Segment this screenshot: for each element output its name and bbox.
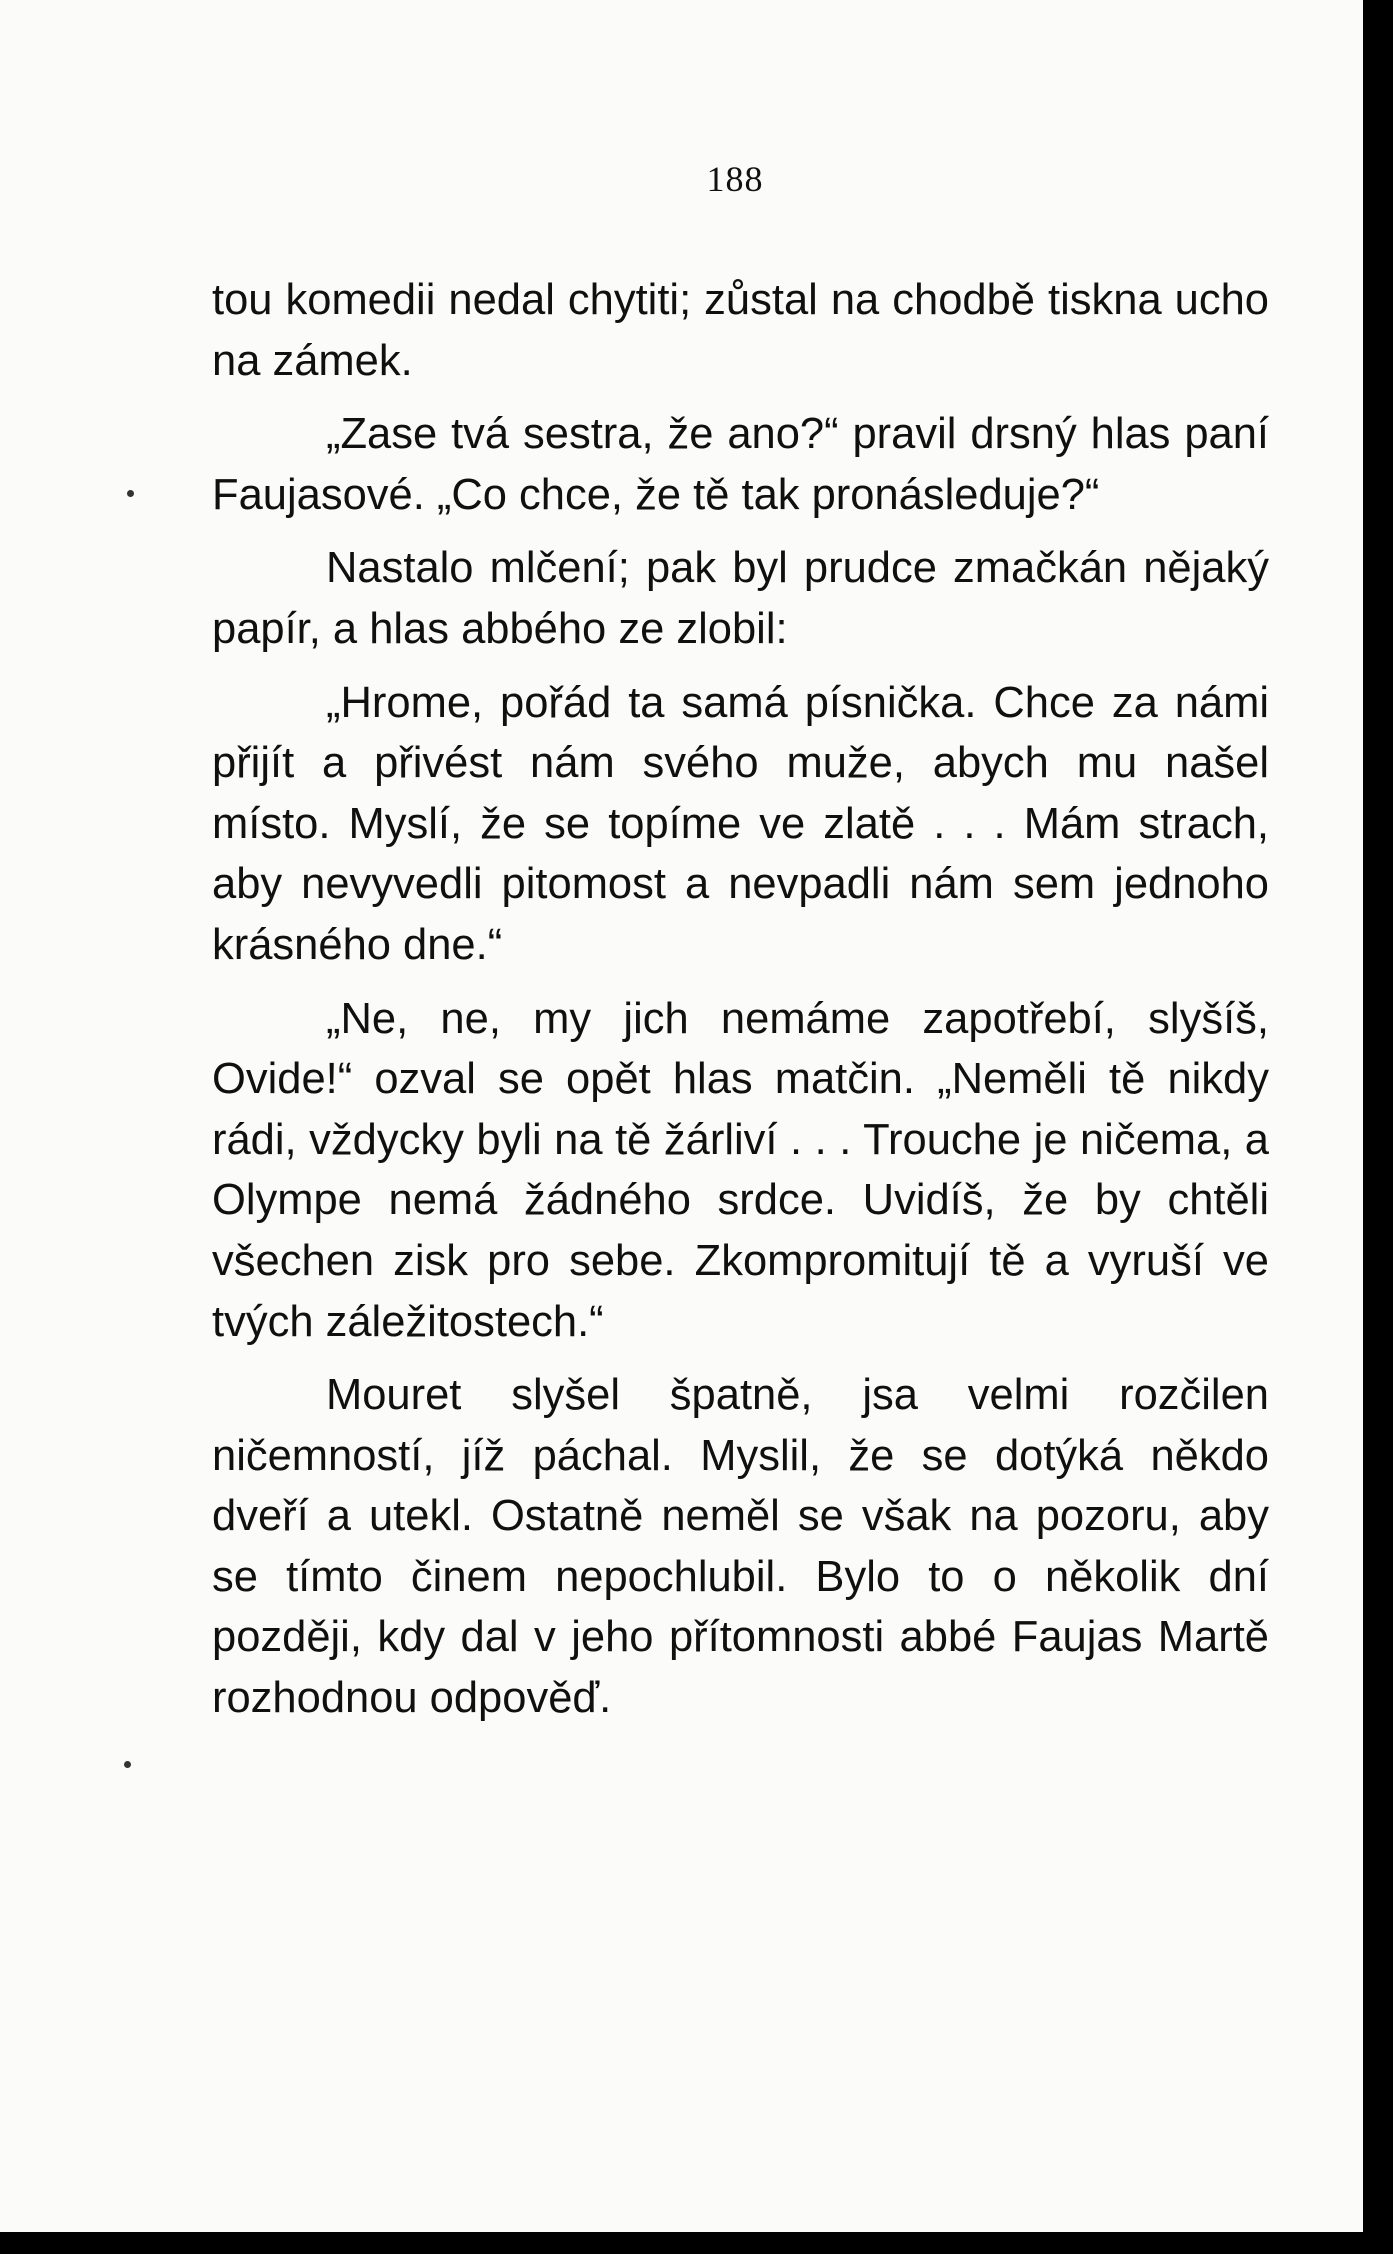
paragraph-6: Mouret slyšel špatně, jsa velmi rozčilen ničemností, jíž páchal. Myslil, že se dotýká někdo dveří a utekl. Ostatně neměl se však na pozoru, aby se tímto činem nepochlubil. Bylo to o několik dní později, kdy dal v jeho přítomnosti abbé Faujas Martě rozhodnou odpověď. [212, 1371, 1269, 1723]
scan-border-right [1363, 0, 1393, 2254]
margin-dot [124, 1761, 131, 1768]
paragraph-1: tou komedii nedal chytiti; zůstal na chodbě tiskna ucho na zámek. [212, 276, 1269, 385]
scan-border-bottom [0, 2232, 1393, 2254]
paragraph-5: „Ne, ne, my jich nemáme zapotřebí, slyšíš, Ovide!“ ozval se opět hlas matčin. „Neměli tě nikdy rádi, vždycky byli na tě žárliví . . . Trouche je ničema, a Olympe nemá žádného srdce. Uvidíš, že by chtěli všechen zisk pro sebe. Zkompromitují tě a vyruší ve tvých záležitostech.“ [212, 994, 1269, 1346]
paragraph-4: „Hrome, pořád ta samá písnička. Chce za námi přijít a přivést nám svého muže, abych mu našel místo. Myslí, že se topíme ve zlatě . . . Mám strach, aby nevyvedli pitomost a nevpadli nám sem jednoho krásného dne.“ [212, 678, 1269, 969]
page-text [212, 270, 1269, 1729]
margin-dot [127, 490, 134, 497]
page-number: 188 [706, 159, 764, 199]
paragraph-2: „Zase tvá sestra, že ano?“ pravil drsný hlas paní Faujasové. „Co chce, že tě tak pronásleduje?“ [212, 410, 1269, 519]
paragraph-3: Nastalo mlčení; pak byl prudce zmačkán nějaký papír, a hlas abbého ze zlobil: [212, 544, 1269, 653]
